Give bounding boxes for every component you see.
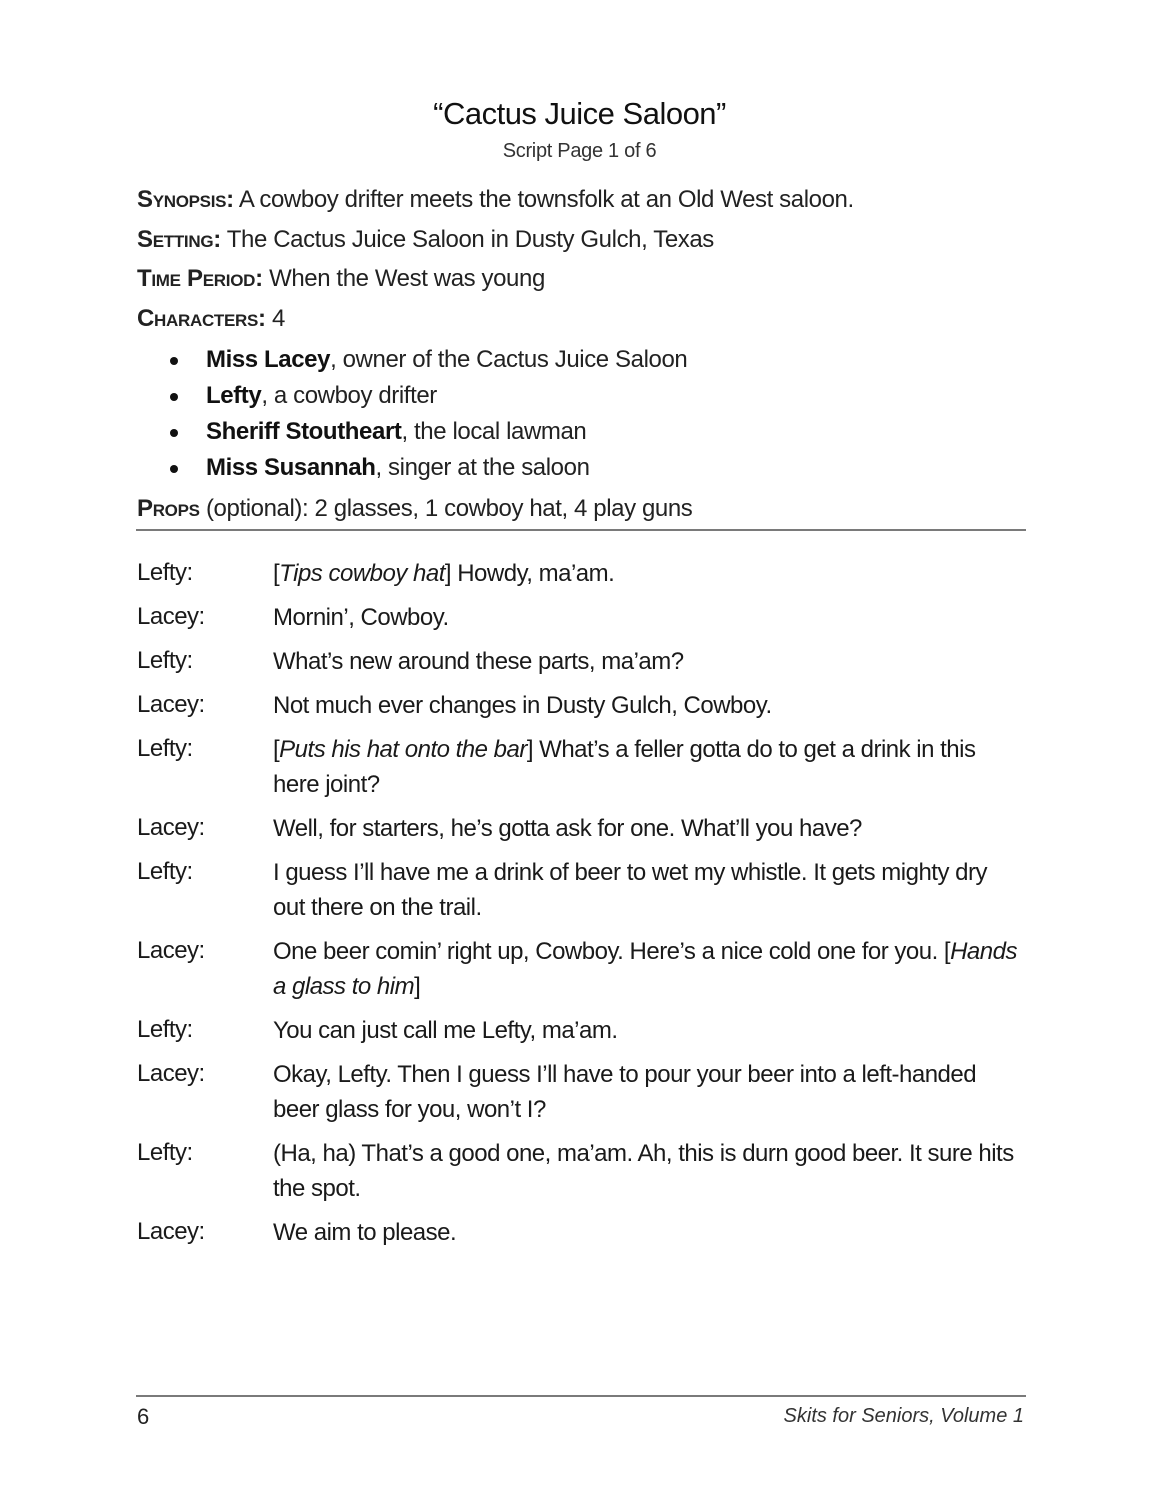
speech-text: ] Howdy, ma’am. (444, 560, 615, 587)
page-subtitle: Script Page 1 of 6 (502, 140, 657, 162)
dialogue-line (137, 1058, 1027, 1127)
cast-item (170, 345, 687, 381)
stage-direction: Puts his hat onto the bar (279, 736, 527, 763)
speech-text: [ (273, 736, 280, 763)
cast-item (170, 381, 687, 417)
stage-direction: Hands a glass to him (273, 938, 1017, 1000)
cast-desc: , singer at the saloon (375, 454, 590, 481)
synopsis-line (137, 186, 1027, 214)
dialogue-line (137, 812, 1027, 846)
dialogue-line (137, 645, 1027, 679)
characters-label: Characters: (137, 305, 266, 332)
speech (273, 855, 1023, 925)
cast-name: Miss Susannah (206, 454, 376, 481)
props-line (137, 495, 1027, 523)
bullet-icon (170, 429, 178, 437)
speaker: Lacey: (137, 1060, 205, 1087)
speech-text: We aim to please. (273, 1219, 457, 1246)
dialogue-line (137, 557, 1027, 591)
characters-line (137, 305, 1027, 333)
cast-name: Miss Lacey (206, 346, 331, 373)
speaker: Lacey: (137, 937, 205, 964)
speech (273, 1136, 1023, 1206)
speech-text: [ (273, 560, 280, 587)
page-number: 6 (137, 1404, 150, 1429)
speaker: Lefty: (137, 735, 193, 762)
speech-text: Mornin’, Cowboy. (273, 604, 449, 631)
cast-item (170, 417, 687, 453)
speech-text: Well, for starters, he’s gotta ask for one. What’ll you have? (273, 815, 862, 842)
cast-desc: , a cowboy drifter (261, 382, 437, 409)
dialogue-line (137, 601, 1027, 635)
speech-text: ] (414, 973, 421, 1000)
dialogue-line (137, 935, 1027, 1004)
stage-direction: Tips cowboy hat (279, 560, 445, 587)
dialogue-line (137, 733, 1027, 802)
speech-text: You can just call me Lefty, ma’am. (273, 1017, 618, 1044)
speaker: Lefty: (137, 647, 193, 674)
cast-item (170, 453, 687, 489)
speech-text: What’s new around these parts, ma’am? (273, 648, 684, 675)
bullet-icon (170, 357, 178, 365)
cast-desc: , the local lawman (401, 418, 587, 445)
speech (273, 1057, 1023, 1127)
cast-list (170, 345, 687, 489)
dialogue (137, 557, 1027, 1260)
synopsis-value: A cowboy drifter meets the townsfolk at an Old West saloon. (233, 186, 854, 213)
cast-name: Sheriff Stoutheart (206, 418, 402, 445)
dialogue-line (137, 1216, 1027, 1250)
dialogue-line (137, 1014, 1027, 1048)
header-divider (136, 529, 1026, 531)
speaker: Lefty: (137, 1016, 193, 1043)
cast-desc: , owner of the Cactus Juice Saloon (330, 346, 688, 373)
speech-text: One beer comin’ right up, Cowboy. Here’s a nice cold one for you. [ (273, 938, 951, 965)
dialogue-line (137, 689, 1027, 723)
setting-value: The Cactus Juice Saloon in Dusty Gulch, Texas (220, 226, 714, 253)
speech (273, 644, 1023, 679)
speech-text: Okay, Lefty. Then I guess I’ll have to pour your beer into a left-handed beer glass for you, won’t I? (273, 1061, 977, 1123)
speaker: Lacey: (137, 603, 205, 630)
characters-value: 4 (265, 305, 285, 332)
speech (273, 1215, 1023, 1250)
speaker: Lacey: (137, 1218, 205, 1245)
speech (273, 600, 1023, 635)
speech (273, 1013, 1023, 1048)
speaker: Lefty: (137, 858, 193, 885)
bullet-icon (170, 393, 178, 401)
setting-label: Setting: (137, 226, 221, 253)
speech-text: (Ha, ha) That’s a good one, ma’am. Ah, this is durn good beer. It sure hits the spot. (273, 1140, 1014, 1202)
synopsis-label: Synopsis: (137, 186, 234, 213)
footer-divider (136, 1395, 1026, 1397)
speech (273, 556, 1023, 591)
speaker: Lacey: (137, 814, 205, 841)
speaker: Lefty: (137, 559, 193, 586)
speech-text: ] What’s a feller gotta do to get a drink in this here joint? (273, 736, 976, 798)
time-period-value: When the West was young (262, 265, 545, 292)
page-title: “Cactus Juice Saloon” (433, 96, 726, 131)
time-period-label: Time Period: (137, 265, 263, 292)
dialogue-line (137, 1137, 1027, 1206)
setting-line (137, 226, 1027, 254)
book-title: Skits for Seniors, Volume 1 (783, 1405, 1024, 1427)
bullet-icon (170, 465, 178, 473)
speech (273, 732, 1023, 802)
speech (273, 688, 1023, 723)
dialogue-line (137, 856, 1027, 925)
speaker: Lefty: (137, 1139, 193, 1166)
props-value: (optional): 2 glasses, 1 cowboy hat, 4 play guns (199, 495, 693, 522)
speech (273, 811, 1023, 846)
speech-text: Not much ever changes in Dusty Gulch, Cowboy. (273, 692, 772, 719)
speech-text: I guess I’ll have me a drink of beer to wet my whistle. It gets mighty dry out there on the trail. (273, 859, 987, 921)
props-label: Props (137, 495, 200, 522)
time-period-line (137, 265, 1027, 293)
speech (273, 934, 1023, 1004)
cast-name: Lefty (206, 382, 262, 409)
speaker: Lacey: (137, 691, 205, 718)
